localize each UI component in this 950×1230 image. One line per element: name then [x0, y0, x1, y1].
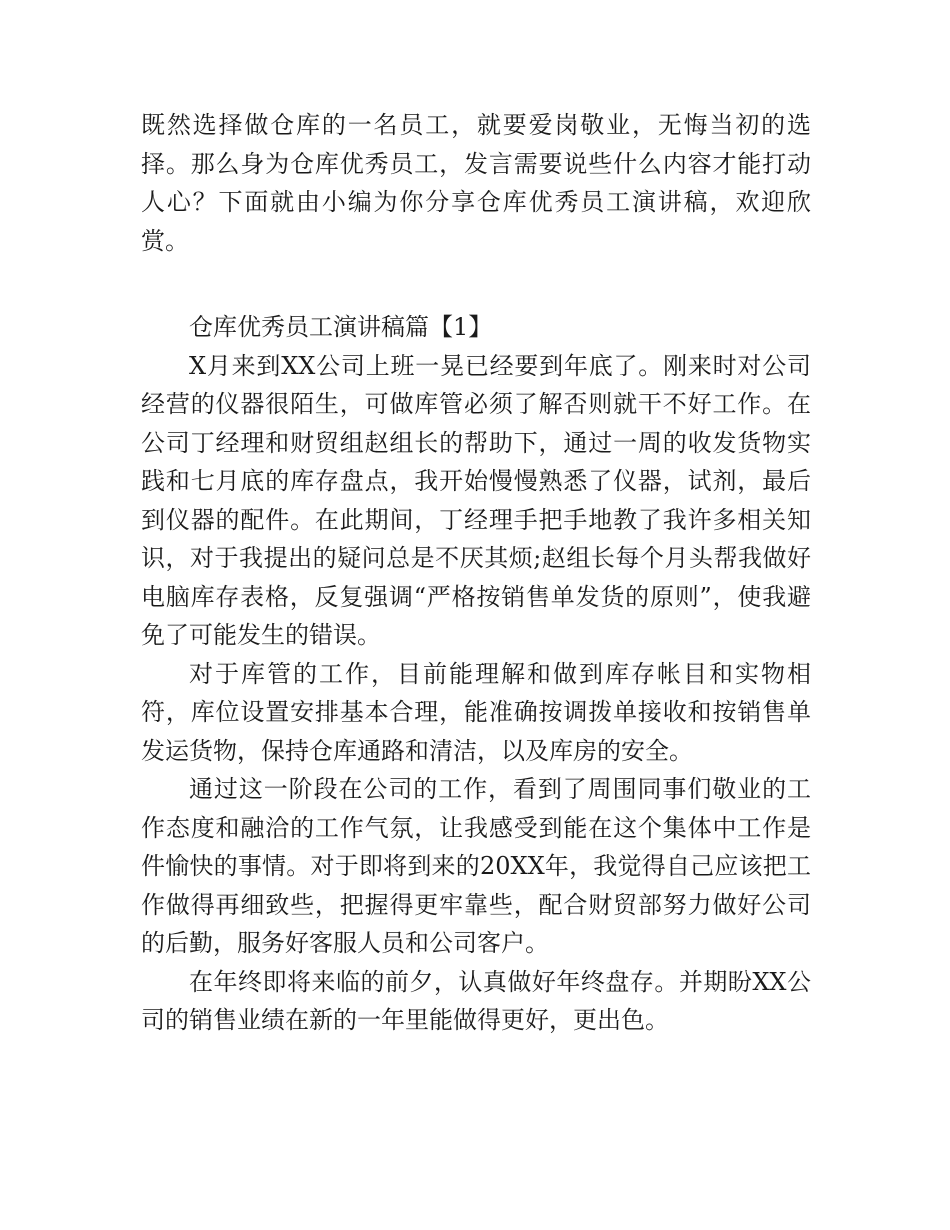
- body-paragraph-2: 对于库管的工作，目前能理解和做到库存帐目和实物相符，库位设置安排基本合理，能准确按调拨单接收和按销售单发运货物，保持仓库通路和清洁，以及库房的安全。: [141, 659, 811, 765]
- body-paragraph-3: 通过这一阶段在公司的工作，看到了周围同事们敬业的工作态度和融洽的工作气氛，让我感受到能在这个集体中工作是件愉快的事情。对于即将到来的20XX年，我觉得自己应该把工作做得再细致些，把握得更牢靠些，配合财贸部努力做好公司的后勤，服务好客服人员和公司客户。: [141, 775, 811, 957]
- intro-paragraph: 既然选择做仓库的一名员工，就要爱岗敬业，无悔当初的选择。那么身为仓库优秀员工，发言需要说些什么内容才能打动人心？下面就由小编为你分享仓库优秀员工演讲稿，欢迎欣赏。: [141, 111, 811, 255]
- body-paragraph-1: X月来到XX公司上班一晃已经要到年底了。刚来时对公司经营的仪器很陌生，可做库管必须了解否则就干不好工作。在公司丁经理和财贸组赵组长的帮助下，通过一周的收发货物实践和七月底的库存盘点，我开始慢慢熟悉了仪器，试剂，最后到仪器的配件。在此期间，丁经理手把手地教了我许多相关知识，对于我提出的疑问总是不厌其烦;赵组长每个月头帮我做好电脑库存表格，反复强调“严格按销售单发货的原则”，使我避免了可能发生的错误。: [141, 351, 811, 649]
- section-heading: 仓库优秀员工演讲稿篇【1】: [189, 313, 493, 341]
- document-body: [141, 106, 811, 1040]
- body-paragraph-4: 在年终即将来临的前夕，认真做好年终盘存。并期盼XX公司的销售业绩在新的一年里能做得更好，更出色。: [141, 967, 811, 1034]
